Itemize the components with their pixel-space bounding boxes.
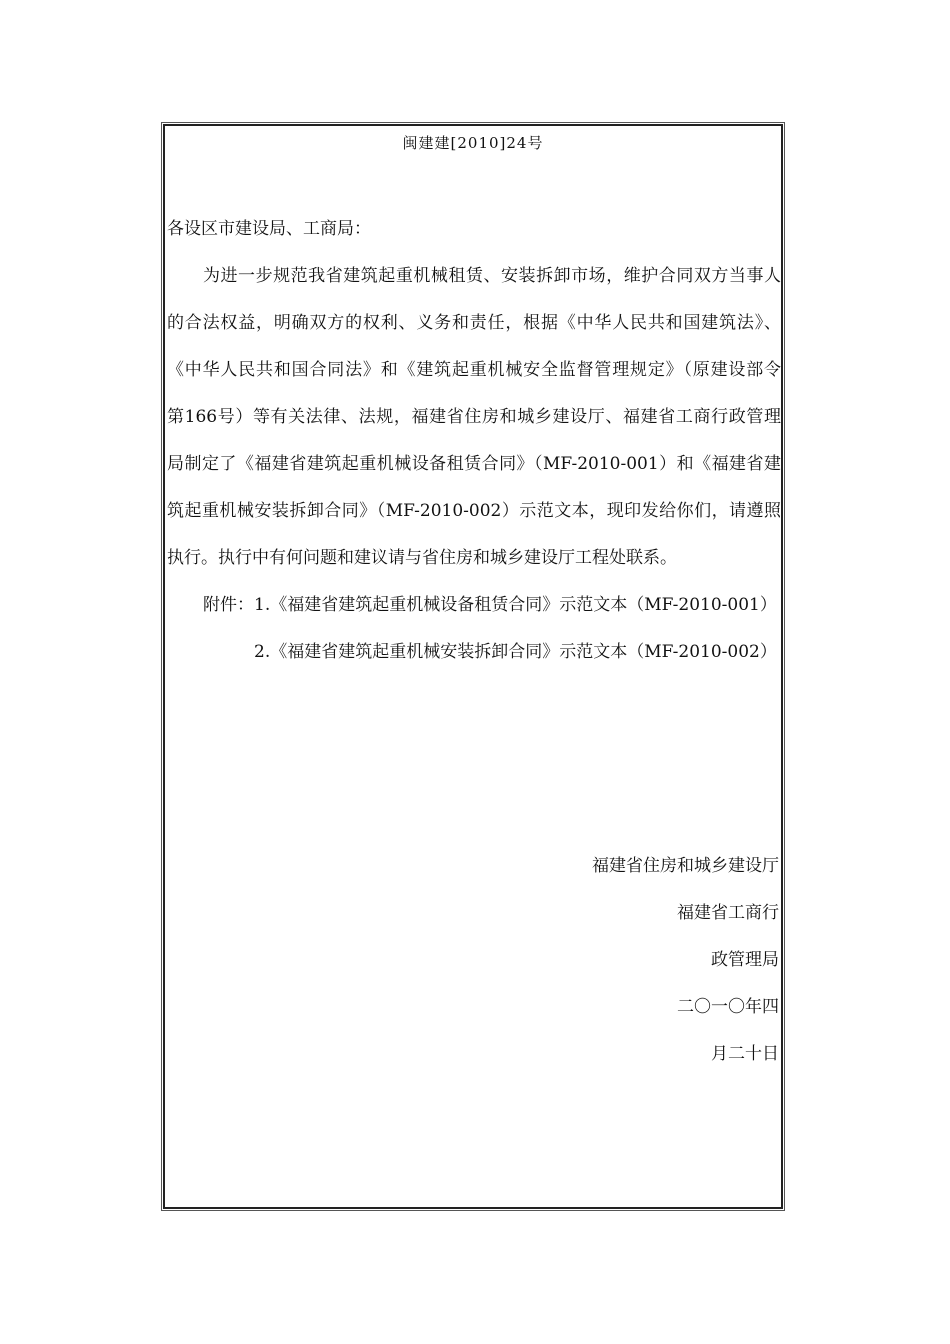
attachment-1: 附件：1.《福建省建筑起重机械设备租赁合同》示范文本（MF-2010-001） [203,595,777,615]
date-line-1: 二〇一〇年四 [677,997,779,1017]
body-line-1: 为进一步规范我省建筑起重机械租赁、安装拆卸市场，维护合同双方当事人 [203,266,781,286]
document-frame [163,124,783,1209]
date-line-2: 月二十日 [711,1044,779,1064]
body-line-6: 筑起重机械安装拆卸合同》（MF-2010-002）示范文本，现印发给你们，请遵照 [167,501,781,521]
body-line-7: 执行。执行中有何问题和建议请与省住房和城乡建设厅工程处联系。 [167,548,677,568]
body-line-3: 《中华人民共和国合同法》和《建筑起重机械安全监督管理规定》（原建设部令 [167,360,781,380]
attachment-2: 2.《福建省建筑起重机械安装拆卸合同》示范文本（MF-2010-002） [254,642,777,662]
signature-commerce-line-2: 政管理局 [711,950,779,970]
salutation: 各设区市建设局、工商局： [167,219,371,239]
body-line-4: 第166号）等有关法律、法规，福建省住房和城乡建设厅、福建省工商行政管理 [167,407,781,427]
body-line-5: 局制定了《福建省建筑起重机械设备租赁合同》（MF-2010-001）和《福建省建 [167,454,781,474]
signature-commerce-line-1: 福建省工商行 [677,903,779,923]
document-number: 闽建建[2010]24号 [402,134,544,152]
body-line-2: 的合法权益，明确双方的权利、义务和责任，根据《中华人民共和国建筑法》、 [167,313,781,333]
signature-housing-department: 福建省住房和城乡建设厅 [592,856,779,876]
